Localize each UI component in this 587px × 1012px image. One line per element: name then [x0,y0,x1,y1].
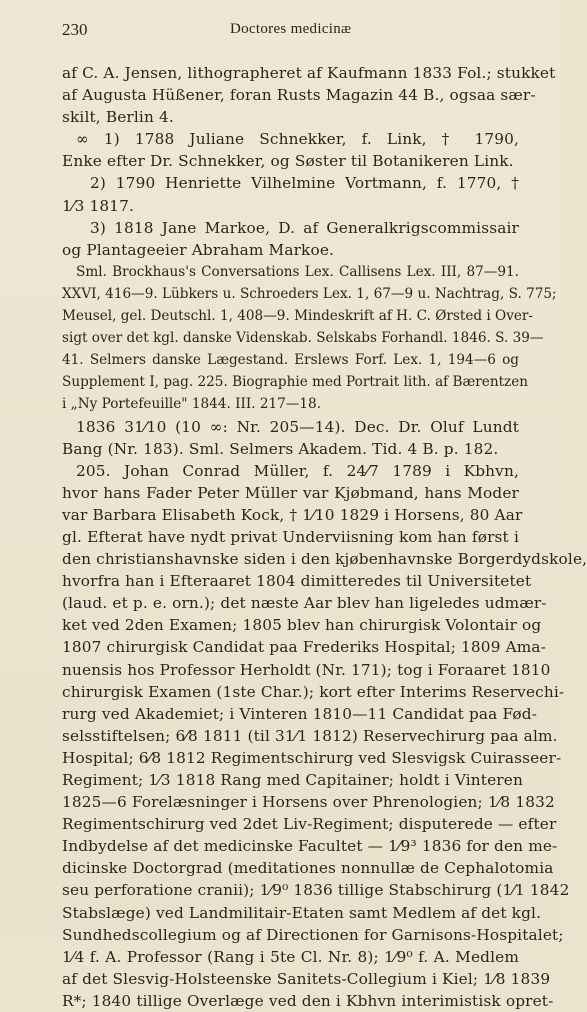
text-line: seu perforatione cranii); 1⁄9⁰ 1836 tillige Stabschirurg (1⁄1 1842 [62,881,570,900]
text-line: 1⁄3 1817. [62,196,135,215]
text-line: rurg ved Akademiet; i Vinteren 1810—11 Candidat paa Fød- [62,704,538,723]
page-number: 230 [62,20,88,39]
body-text [62,62,587,1012]
text-line: af Augusta Hüßener, foran Rusts Magazin 44 B., ogsaa sær- [62,86,536,105]
text-line: chirurgisk Examen (1ste Char.); kort efter Interims Reservechi- [62,682,565,701]
text-line: 1825—6 Forelæsninger i Horsens over Phrenologien; 1⁄8 1832 [62,793,555,812]
text-line: Enke efter Dr. Schnekker, og Søster til Botanikeren Link. [62,152,514,171]
text-line: var Barbara Elisabeth Kock, † 1⁄10 1829 i Horsens, 80 Aar [62,505,523,524]
text-line: R*; 1840 tillige Overlæge ved den i Kbhvn interimistisk opret- [62,991,554,1010]
running-head: Doctores medicinæ [230,21,352,37]
text-line: 41. Selmers danske Lægestand. Erslews Forf. Lex. 1, 194—6 og [62,352,519,369]
text-line: Indbydelse af det medicinske Facultet — 1⁄9³ 1836 for den me- [62,837,558,856]
text-line: 1⁄4 f. A. Professor (Rang i 5te Cl. Nr. 8); 1⁄9⁰ f. A. Medlem [62,947,519,966]
text-line: og Plantageeier Abraham Markoe. [62,240,335,259]
text-line: af det Slesvig-Holsteenske Sanitets-Collegium i Kiel; 1⁄8 1839 [62,969,551,988]
text-line: 3) 1818 Jane Markoe, D. af Generalkrigscommissair [90,218,519,237]
text-line: skilt, Berlin 4. [62,108,174,127]
text-line: dicinske Doctorgrad (meditationes nonnullæ de Cephalotomia [62,859,554,878]
text-line: Bang (Nr. 183). Sml. Selmers Akadem. Tid. 4 B. p. 182. [62,439,499,458]
text-line: i „Ny Portefeuille" 1844. III. 217—18. [62,396,322,413]
text-line: 205. Johan Conrad Müller, f. 24⁄7 1789 i Kbhvn, [76,461,519,480]
text-line: 2) 1790 Henriette Vilhelmine Vortmann, f. 1770, † [90,174,519,193]
text-line: XXVI, 416—9. Lübkers u. Schroeders Lex. 1, 67—9 u. Nachtrag, S. 775; [62,285,557,302]
text-line: Regiment; 1⁄3 1818 Rang med Capitainer; holdt i Vinteren [62,771,523,789]
text-line: 1807 chirurgisk Candidat paa Frederiks Hospital; 1809 Ama- [62,638,547,657]
text-line: nuensis hos Professor Herholdt (Nr. 171); tog i Foraaret 1810 [62,660,551,679]
text-line: Sml. Brockhaus's Conversations Lex. Callisens Lex. III, 87—91. [76,263,519,280]
text-line: 1836 31⁄10 (10 ∞: Nr. 205—14). Dec. Dr. Oluf Lundt [76,417,519,436]
text-line: Hospital; 6⁄8 1812 Regimentschirurg ved Slesvigsk Cuirasseer- [62,748,562,767]
text-line: af C. A. Jensen, lithographeret af Kaufmann 1833 Fol.; stukket [62,64,556,82]
text-line: Regimentschirurg ved 2det Liv-Regiment; disputerede — efter [62,815,557,834]
text-line: Sundhedscollegium og af Directionen for Garnisons-Hospitalet; [62,925,564,944]
text-line: (laud. et p. e. orn.); det næste Aar blev han ligeledes udmær- [62,594,547,613]
text-line: hvorfra han i Efteraaret 1804 dimitteredes til Universitetet [62,572,532,591]
text-line: ket ved 2den Examen; 1805 blev han chirurgisk Volontair og [62,616,542,635]
text-line: ∞ 1) 1788 Juliane Schnekker, f. Link, † 1790, [76,130,519,149]
text-line: Stabslæge) ved Landmilitair-Etaten samt Medlem af det kgl. [62,903,542,922]
page-header [62,20,519,42]
text-line: Meusel, gel. Deutschl. 1, 408—9. Mindeskrift af H. C. Ørsted i Over- [62,308,534,325]
text-line: den christianshavnske siden i den kjøbenhavnske Borgerdydskole, [62,550,587,569]
text-line: sigt over det kgl. danske Videnskab. Selskabs Forhandl. 1846. S. 39— [62,330,544,347]
text-line: gl. Efterat have nydt privat Underviisning kom han først i [62,527,519,546]
text-line: Supplement I, pag. 225. Biographie med Portrait lith. af Bærentzen [62,374,529,391]
text-line: hvor hans Fader Peter Müller var Kjøbmand, hans Moder [62,483,519,502]
text-line: selsstiftelsen; 6⁄8 1811 (til 31⁄1 1812) Reservechirurg paa alm. [62,726,558,745]
